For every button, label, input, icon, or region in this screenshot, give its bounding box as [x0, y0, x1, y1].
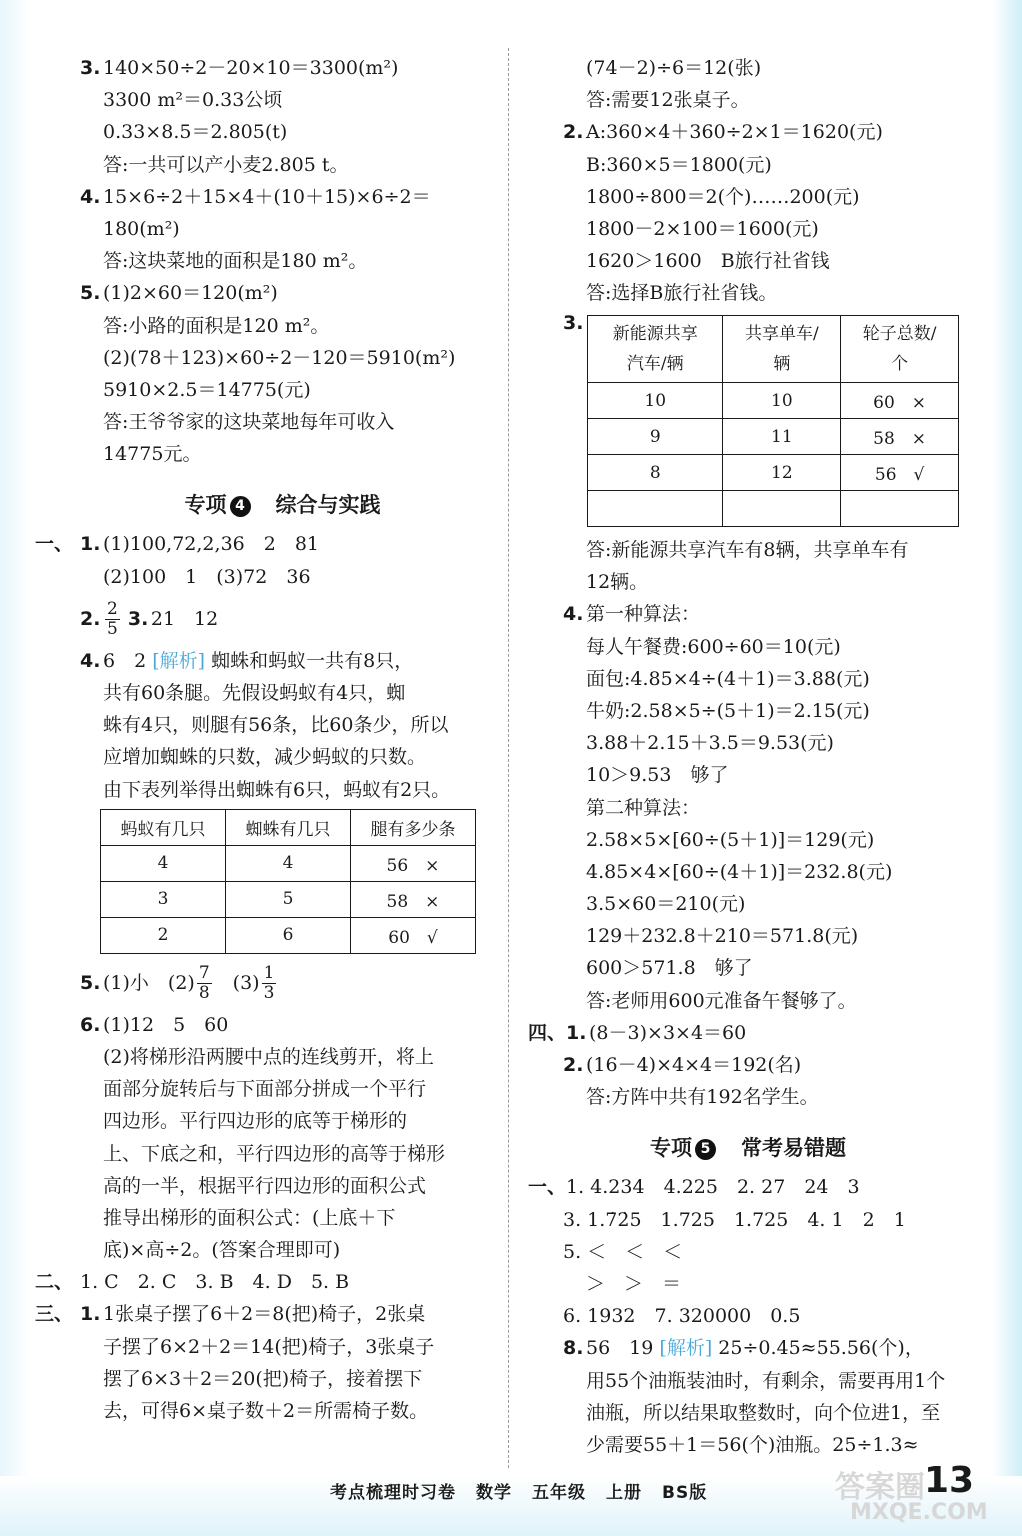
- page-footer: 考点梳理时习卷 数学 五年级 上册 BS版: [330, 1483, 708, 1503]
- analysis-tag: [解析]: [659, 1337, 713, 1360]
- table-row: 2 6 60 √: [101, 917, 476, 953]
- table-row: 8 12 56 √: [588, 455, 959, 491]
- right-column-lower: 答:新能源共享汽车有8辆，共享单车有 12辆。 4. 第一种算法： 每人午餐费:600÷60＝10(元) 面包:4.85×4÷(4＋1)＝3.88(元) 牛奶:2.58×5÷(5＋1)＝2.15(元) 3.88＋2.15＋3.5＝9.53(元) 10＞9.53 够了 第二种算法： 2.58×5×[60÷(5＋1)]＝129(元) 4.85×4×[60÷(4＋1)]＝232.8(元) 3.5×60＝210(元) 129＋232.8＋210＝571.8(元) 600＞571.8 够了 答:老师用600元准备午餐够了。 四、1. (8－3)×3×4＝60 2. (16－4)×4×4＝192(名) 答:方阵中共有192名学生。 专项 5 常考易错题 一、1. 4.234 4.225 2. 27 24 3 3. 1.7̇2̇5 1.725 1.725 4. 1 2 1 5. ＜ ＜ ＜ ＞ ＞ ＝ 6. 1932 7. 320000 0.5 8. 56 19 [解析] 25÷0.45≈55.56(个)， 用55个油瓶装油时，有剩余，需要再用1个 油瓶，所以结果取整数时，向个位进1，至 少需要55＋1＝56(个)油瓶。25÷1.3≈: [528, 534, 968, 1461]
- page-edge-right: [992, 0, 1022, 1536]
- table-row: 4 4 56 ×: [101, 845, 476, 881]
- section-title-4: 专项 4 综合与实践: [184, 493, 381, 518]
- watermark-url: MXQE.COM: [850, 1500, 988, 1525]
- right-column: (74－2)÷6＝12(张) 答:需要12张桌子。 2. A:360×4＋360÷2×1＝1620(元) B:360×5＝1800(元) 1800÷800＝2(个)……200(元) 1800－2×100＝1600(元) 1620＞1600 B旅行社省钱 答:选择B旅行社省钱。: [563, 57, 883, 305]
- table-row: 9 11 58 ×: [588, 419, 959, 455]
- q3-number: 3.: [563, 312, 584, 334]
- fraction: $\frac{7}{8}$: [198, 963, 210, 1004]
- page-number: 13: [924, 1460, 975, 1501]
- left-column: 3. 140×50÷2－20×10＝3300(m²) 3300 m²＝0.33公顷 0.33×8.5＝2.805(t) 答:一共可以产小麦2.805 t。 4. 15×6÷2＋15×4＋(10＋15)×6÷2＝ 180(m²) 答:这块菜地的面积是180 m²。 5. (1)2×60＝120(m²) 答:小路的面积是120 m²。 (2)(78＋123)×60÷2－120＝5910(m²) 5910×2.5＝14775(元) 答:王爷爷家的这块菜地每年可收入 14775元。 专项 4 综合与实践 一、 1. (1)100,72,2,36 2 81 (2)100 1 (3)72 36 2. $\frac{2}{5}$ 3. 21 12 4. 6 2 [解析] 蜘蛛和蚂蚁一共有8只， 共有60条腿。先假设蚂蚁有4只，蜘 蛛有4只，则腿有56条，比60条少，所以 应增加蜘蛛的只数，减少蚂蚁的只数。 由下表列举得出蜘蛛有6只，蚂蚁有2只。 蚂蚁有几只 蜘蛛有几只 腿有多少条 4 4 56 × 3 5 58 × 2 6 60 √ 5. (1)小 (2) $\frac{7}{8}$ (3) $\frac{1}{3}$ 6. (1)12 5 60 (2)将梯形沿两腰中点的连线剪开，将上 面部分旋转后与下面部分拼成一个平行 四边形。平行四边形的底等于梯形的 上、下底之和，平行四边形的高等于梯形 高的一半，根据平行四边形的面积公式 推导出梯形的面积公式：(上底＋下 底)×高÷2。(答案合理即可) 二、 1. C 2. C 3. B 4. D 5. B 三、 1. 1张桌子摆了6＋2＝8(把)椅子，2张桌 子摆了6×2＋2＝14(把)椅子，3张桌子 摆了6×3＋2＝20(把)椅子，接着摆下 去，可得6×桌子数＋2＝所需椅子数。: [80, 52, 485, 1427]
- page-edge-left: [0, 0, 30, 1536]
- table-header-row: 蚂蚁有几只 蜘蛛有几只 腿有多少条: [101, 809, 476, 845]
- watermark-logo: 答案圈: [835, 1470, 925, 1505]
- column-divider: [508, 48, 509, 1468]
- ant-spider-table: [100, 809, 476, 954]
- section-badge: 5: [695, 1139, 716, 1160]
- fraction: $\frac{2}{5}$: [107, 599, 118, 640]
- table-row: 3 5 58 ×: [101, 881, 476, 917]
- fraction: $\frac{1}{3}$: [263, 963, 275, 1004]
- section-title-5: 专项 5 常考易错题: [650, 1136, 846, 1161]
- table-header-row: 新能源共享 汽车/辆 共享单车/ 辆 轮子总数/ 个: [588, 316, 959, 383]
- table-row: [588, 491, 959, 527]
- analysis-tag: [解析]: [152, 649, 206, 672]
- table-row: 10 10 60 ×: [588, 383, 959, 419]
- share-vehicle-table: [587, 315, 959, 527]
- section-badge: 4: [230, 496, 251, 517]
